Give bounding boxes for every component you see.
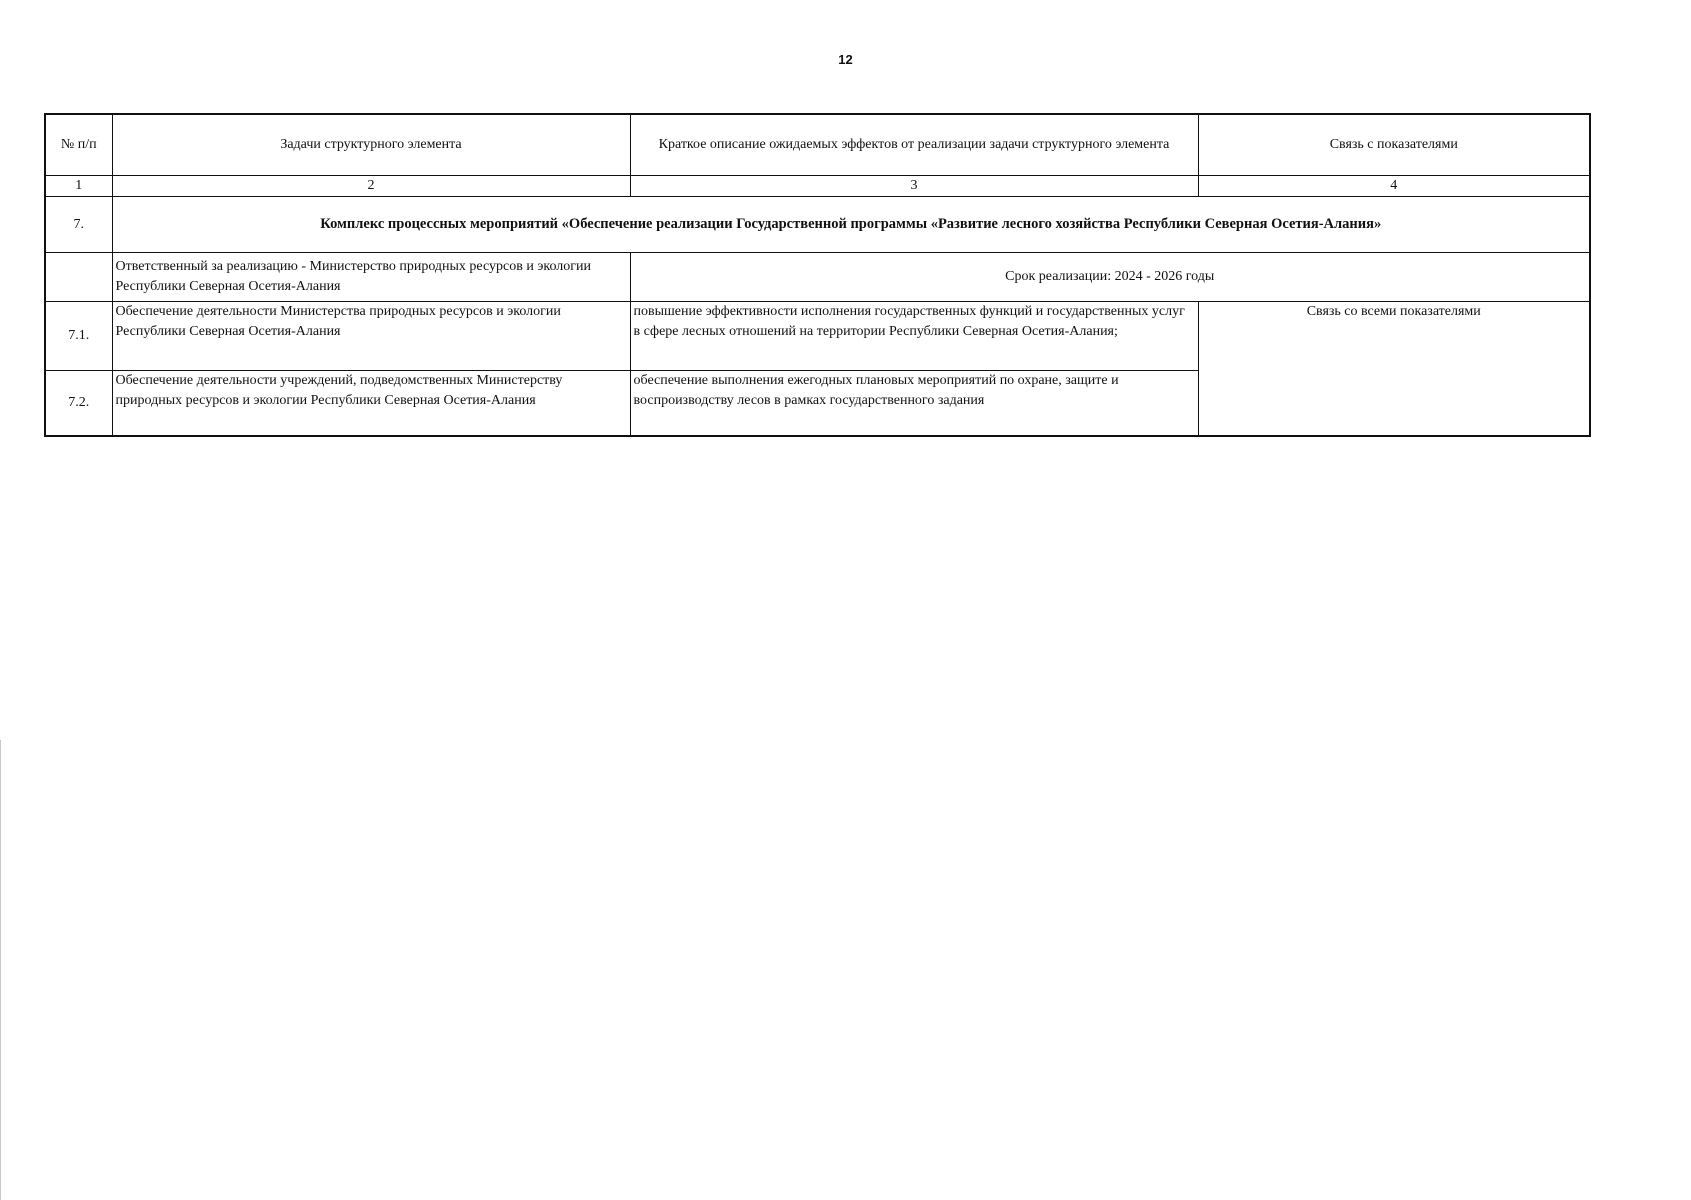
table-header-row (45, 114, 1590, 176)
column-index: 4 (1198, 176, 1590, 197)
row-number: 7.2. (45, 371, 112, 437)
table-row (45, 302, 1590, 371)
indicator-link: Связь со всеми показателями (1198, 302, 1590, 437)
header-num: № п/п (45, 114, 112, 176)
column-index: 3 (630, 176, 1198, 197)
row-task: Обеспечение деятельности Министерства природных ресурсов и экологии Республики Северная Осетия-Алания (112, 302, 630, 371)
header-indicators: Связь с показателями (1198, 114, 1590, 176)
section-number: 7. (45, 197, 112, 253)
header-effects: Краткое описание ожидаемых эффектов от реализации задачи структурного элемента (630, 114, 1198, 176)
column-index: 1 (45, 176, 112, 197)
scan-edge-line (0, 740, 1, 1200)
row-effect: повышение эффективности исполнения государственных функций и государственных услуг в сфере лесных отношений на территории Республики Северная Осетия-Алания; (630, 302, 1198, 371)
empty-cell (45, 253, 112, 302)
structural-element-table (44, 113, 1591, 437)
section-row (45, 197, 1590, 253)
responsible-row (45, 253, 1590, 302)
row-number: 7.1. (45, 302, 112, 371)
implementation-term: Срок реализации: 2024 - 2026 годы (630, 253, 1590, 302)
row-task: Обеспечение деятельности учреждений, подведомственных Министерству природных ресурсов и экологии Республики Северная Осетия-Алания (112, 371, 630, 437)
row-effect: обеспечение выполнения ежегодных плановых мероприятий по охране, защите и воспроизводству лесов в рамках государственного задания (630, 371, 1198, 437)
responsible-text: Ответственный за реализацию - Министерство природных ресурсов и экологии Республики Северная Осетия-Алания (112, 253, 630, 302)
page-number: 12 (838, 52, 853, 67)
column-index-row (45, 176, 1590, 197)
column-index: 2 (112, 176, 630, 197)
header-tasks: Задачи структурного элемента (112, 114, 630, 176)
section-title: Комплекс процессных мероприятий «Обеспечение реализации Государственной программы «Развитие лесного хозяйства Республики Северная Осетия-Алания» (112, 197, 1590, 253)
